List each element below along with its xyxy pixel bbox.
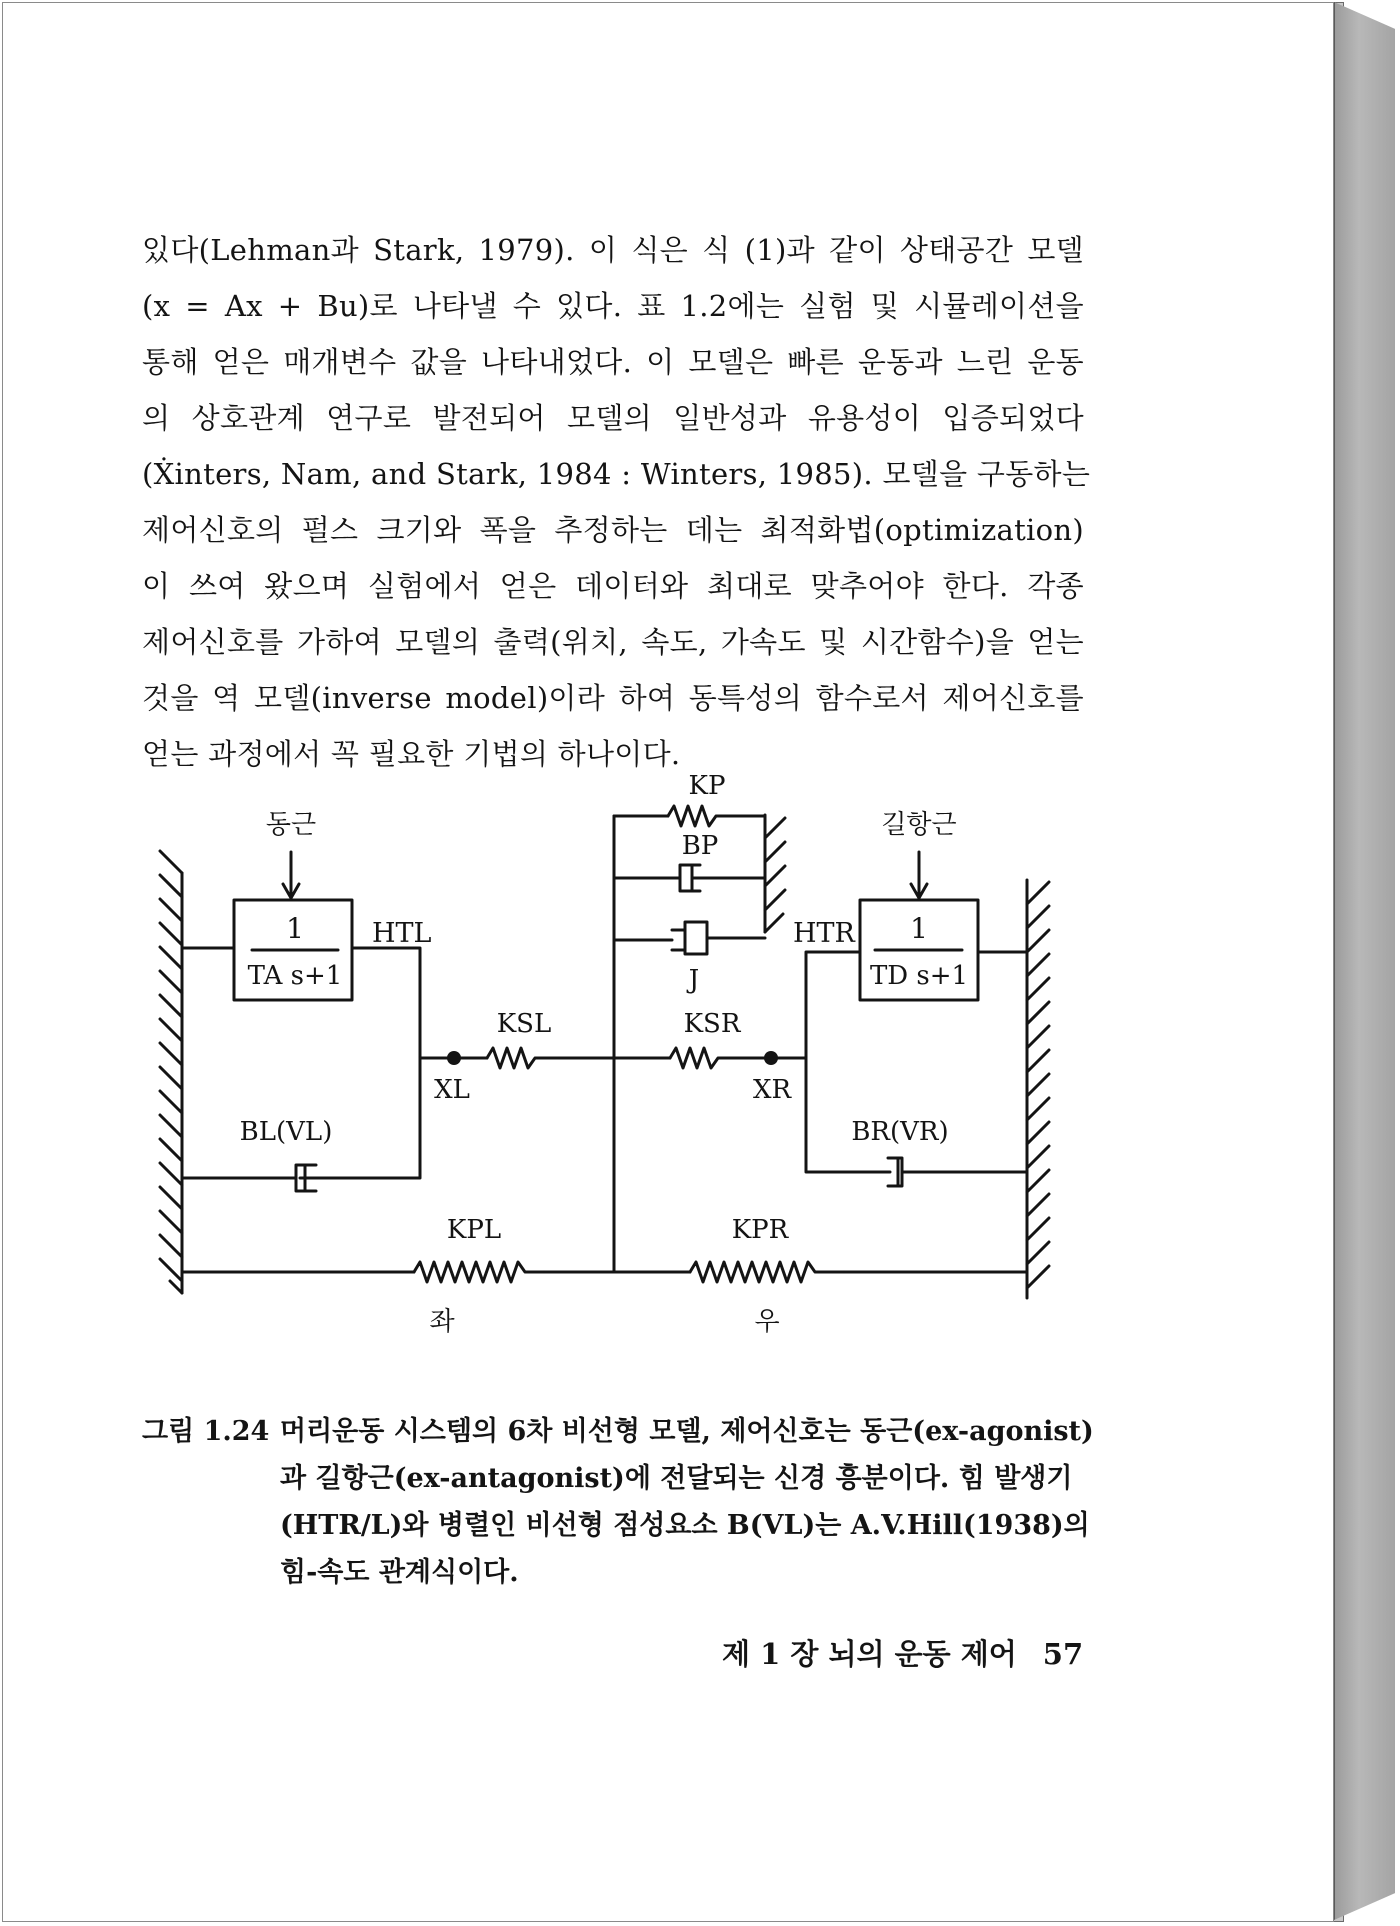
chapter-title: 제 1 장 뇌의 운동 제어 [722, 1637, 1017, 1671]
body-line: 제어신호의 펄스 크기와 폭을 추정하는 데는 최적화법(optimization) [142, 513, 1084, 547]
kp-label: KP [688, 771, 726, 801]
bl-label: BL(VL) [239, 1117, 333, 1147]
ksl-label: KSL [496, 1009, 552, 1039]
xr-label: XR [752, 1075, 792, 1105]
body-line: (x = Ax + Bu)로 나타낼 수 있다. 표 1.2에는 실험 및 시뮬레이션을 [142, 289, 1084, 323]
left-side-label: 좌 [429, 1307, 455, 1337]
caption-line: 머리운동 시스템의 6차 비선형 모델, 제어신호는 동근(ex-agonist) [280, 1416, 1094, 1447]
right-tf-numerator: 1 [910, 912, 928, 945]
book-spine [1334, 2, 1395, 1920]
left-tf-denominator: TA s+1 [247, 961, 343, 991]
body-line: 의 상호관계 연구로 발전되어 모델의 일반성과 유용성이 입증되었다 [142, 401, 1084, 435]
page-footer [722, 1632, 1083, 1673]
j-label: J [688, 965, 700, 995]
caption-line: (HTR/L)와 병렬인 비선형 점성요소 B(VL)는 A.V.Hill(1938)의 [280, 1510, 1090, 1541]
caption-line: 과 길항근(ex-antagonist)에 전달되는 신경 흥분이다. 힘 발생기 [280, 1463, 1073, 1494]
antagonist-label: 길항근 [881, 810, 957, 840]
left-tf-numerator: 1 [286, 912, 304, 945]
body-line: 통해 얻은 매개변수 값을 나타내었다. 이 모델은 빠른 운동과 느린 운동 [142, 345, 1084, 379]
body-line: 얻는 과정에서 꼭 필요한 기법의 하나이다. [142, 737, 681, 771]
bp-label: BP [681, 831, 719, 861]
htl-label: HTL [372, 918, 432, 949]
body-text [142, 222, 1091, 782]
caption-label: 그림 1.24 [142, 1416, 270, 1447]
br-label: BR(VR) [851, 1117, 949, 1147]
agonist-label: 동근 [265, 810, 317, 840]
htr-label: HTR [793, 918, 855, 949]
figure-caption [142, 1408, 1094, 1596]
xl-label: XL [434, 1075, 470, 1105]
kpr-label: KPR [731, 1215, 789, 1245]
caption-line: 힘-속도 관계식이다. [280, 1557, 519, 1588]
kpl-label: KPL [446, 1215, 502, 1245]
body-line: 것을 역 모델(inverse model)이라 하여 동특성의 함수로서 제어신호를 [142, 681, 1084, 715]
page-number: 57 [1042, 1637, 1084, 1671]
body-line: 제어신호를 가하여 모델의 출력(위치, 속도, 가속도 및 시간함수)을 얻는 [142, 625, 1084, 659]
right-tf-denominator: TD s+1 [869, 961, 969, 991]
body-line: (Ẋinters, Nam, and Stark, 1984 : Winters, 1985). 모델을 구동하는 [142, 457, 1091, 491]
body-line: 있다(Lehman과 Stark, 1979). 이 식은 식 (1)과 같이 상태공간 모델 [142, 233, 1084, 267]
ksr-label: KSR [683, 1009, 741, 1039]
right-side-label: 우 [754, 1307, 780, 1337]
body-line: 이 쓰여 왔으며 실험에서 얻은 데이터와 최대로 맞추어야 한다. 각종 [142, 569, 1084, 603]
